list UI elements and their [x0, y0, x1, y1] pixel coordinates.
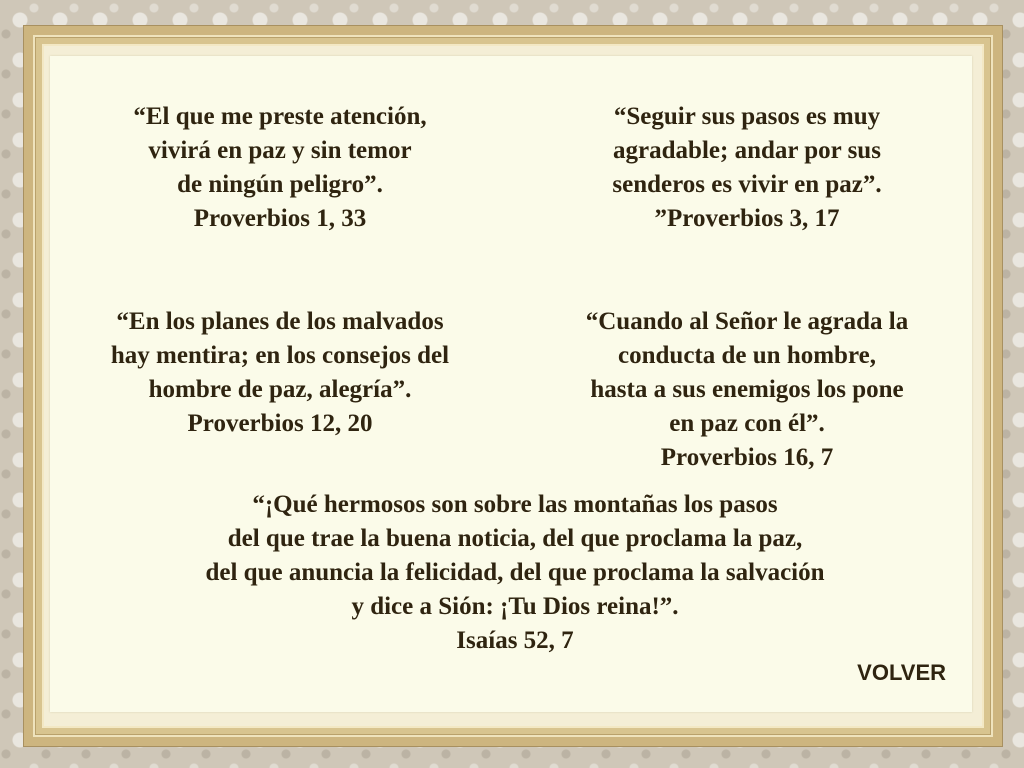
quote-proverbios-16-7	[540, 305, 954, 475]
quote-line: “El que me preste atención,	[133, 103, 427, 130]
quote-reference: Proverbios 1, 33	[193, 205, 367, 232]
quote-line: de ningún peligro”.	[177, 171, 383, 198]
quote-line: agradable; andar por sus	[613, 137, 881, 164]
quote-isaias-52-7	[110, 488, 920, 658]
quote-line: del que anuncia la felicidad, del que proclama la salvación	[205, 559, 825, 586]
quote-line: del que trae la buena noticia, del que proclama la paz,	[227, 525, 803, 552]
quote-line: “Cuando al Señor le agrada la	[585, 308, 909, 335]
quote-line: hay mentira; en los consejos del	[110, 342, 450, 369]
quote-line: hombre de paz, alegría”.	[148, 376, 412, 403]
quote-line: y dice a Sión: ¡Tu Dios reina!”.	[351, 593, 679, 620]
quote-line: conducta de un hombre,	[618, 342, 876, 369]
quote-line: en paz con él”.	[669, 410, 825, 437]
quote-reference: Proverbios 16, 7	[660, 444, 834, 471]
quote-line: hasta a sus enemigos los pone	[590, 376, 904, 403]
quote-proverbios-1-33	[70, 100, 490, 236]
quote-reference: Isaías 52, 7	[456, 627, 574, 654]
quote-proverbios-12-20	[70, 305, 490, 441]
quote-line: “Seguir sus pasos es muy	[613, 103, 881, 130]
quote-line: vivirá en paz y sin temor	[148, 137, 412, 164]
quote-line: senderos es vivir en paz”.	[612, 171, 882, 198]
quote-reference: ”Proverbios 3, 17	[654, 205, 840, 232]
quote-proverbios-3-17	[540, 100, 954, 236]
quote-reference: Proverbios 12, 20	[187, 410, 373, 437]
quote-line: “¡Qué hermosos son sobre las montañas los pasos	[252, 491, 778, 518]
volver-link[interactable]: VOLVER	[857, 660, 946, 685]
quote-line: “En los planes de los malvados	[116, 308, 444, 335]
